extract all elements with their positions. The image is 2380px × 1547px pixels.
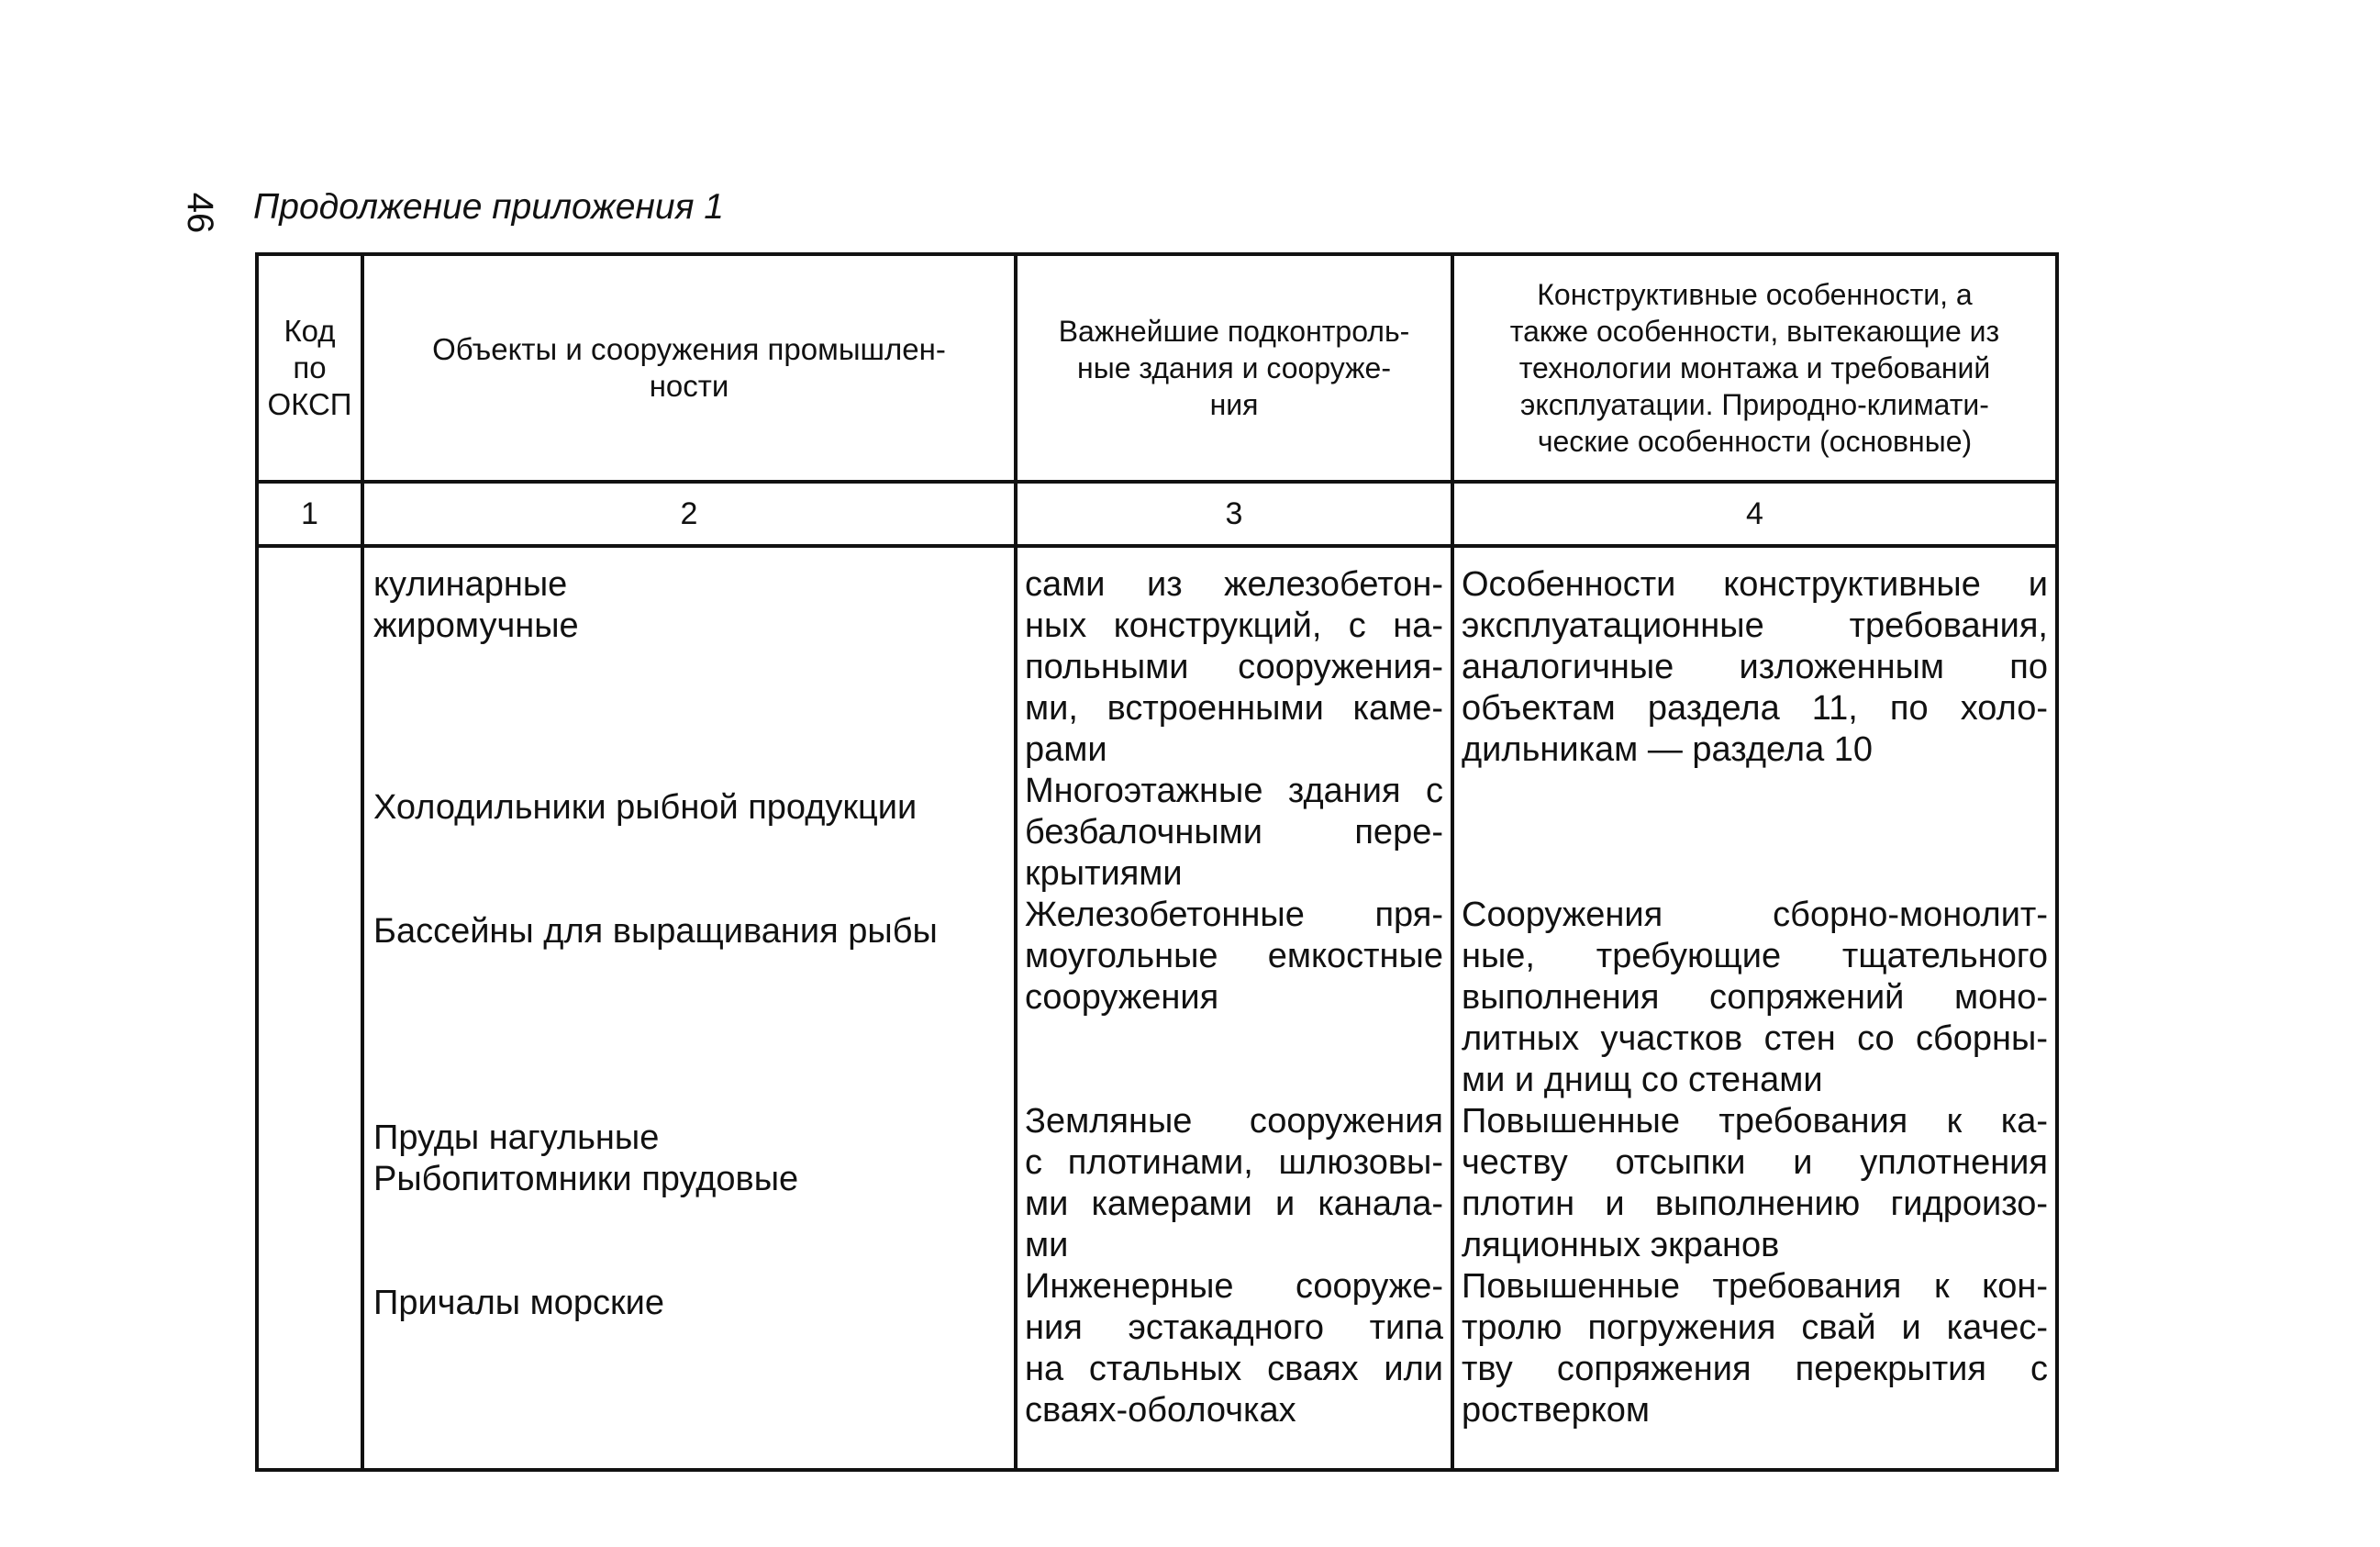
header-features-line: также особенности, вытекающие из: [1509, 315, 2000, 348]
feature-line: тву сопряжения перекрытия с: [1462, 1350, 2048, 1388]
appendix-table: [255, 252, 2059, 1472]
building-line: безбалочными пере-: [1025, 813, 1443, 851]
feature-line: Повышенные требования к ка-: [1462, 1102, 2048, 1141]
object-entry: [373, 1118, 1006, 1283]
feature-entry: [1462, 1266, 2048, 1431]
column-number: 4: [1452, 482, 2057, 546]
feature-line: Повышенные требования к кон-: [1462, 1267, 2048, 1306]
header-code: [257, 254, 362, 482]
feature-line: ми и днищ со стенами: [1462, 1061, 1823, 1099]
object-line: Причалы морские: [373, 1284, 665, 1322]
building-entry: [1025, 564, 1443, 771]
object-entry: [373, 911, 1006, 1118]
feature-line: объектам раздела 11, по холо-: [1462, 689, 2048, 728]
feature-line: тролю погружения свай и качес-: [1462, 1308, 2048, 1347]
buildings-cell: [1016, 546, 1452, 1470]
objects-cell: [362, 546, 1016, 1470]
column-number: 3: [1016, 482, 1452, 546]
object-line: Пруды нагульные: [373, 1119, 660, 1157]
building-line: ми камерами и канала-: [1025, 1185, 1443, 1223]
header-buildings-line: Важнейшие подконтроль-: [1058, 315, 1410, 348]
building-entry: [1025, 1101, 1443, 1266]
features-cell: [1452, 546, 2057, 1470]
building-entry: [1025, 771, 1443, 895]
building-entry: [1025, 1266, 1443, 1431]
building-line: крытиями: [1025, 854, 1183, 893]
building-line: сваях-оболочках: [1025, 1391, 1296, 1430]
feature-line: Сооружения сборно-монолит-: [1462, 896, 2048, 934]
column-number: 2: [362, 482, 1016, 546]
building-line: сами из железобетон-: [1025, 565, 1443, 604]
feature-line: дильникам — раздела 10: [1462, 730, 1874, 769]
feature-line: эксплуатационные требования,: [1462, 607, 2048, 645]
building-line: Инженерные сооруже-: [1025, 1267, 1443, 1306]
feature-line: ляционных экранов: [1462, 1226, 1780, 1264]
object-entry: [373, 787, 1006, 911]
header-buildings: [1016, 254, 1452, 482]
page-number: 46: [180, 192, 220, 234]
building-line: ния эстакадного типа: [1025, 1308, 1443, 1347]
object-entry: [373, 564, 1006, 787]
header-code-line: по: [293, 351, 327, 384]
header-features: [1452, 254, 2057, 482]
column-number-row: [257, 482, 2057, 546]
header-buildings-line: ния: [1209, 388, 1259, 421]
header-features-line: Конструктивные особенности, а: [1537, 278, 1973, 311]
table-header-row: [257, 254, 2057, 482]
building-line: с плотинами, шлюзовы-: [1025, 1143, 1443, 1182]
feature-entry: [1462, 1101, 2048, 1266]
feature-line: выполнения сопряжений моно-: [1462, 978, 2048, 1017]
header-objects: [362, 254, 1016, 482]
building-line: Железобетонные пря-: [1025, 896, 1443, 934]
header-objects-line: Объекты и сооружения промышлен-: [432, 332, 946, 366]
building-line: Земляные сооружения: [1025, 1102, 1443, 1141]
feature-entry: [1462, 564, 2048, 895]
header-features-line: ческие особенности (основные): [1537, 425, 1973, 458]
code-cell: [257, 546, 362, 1470]
object-line: Рыбопитомники прудовые: [373, 1160, 799, 1198]
building-line: ми, встроенными каме-: [1025, 689, 1443, 728]
column-number: 1: [257, 482, 362, 546]
feature-line: честву отсыпки и уплотнения: [1462, 1143, 2048, 1182]
building-line: Многоэтажные здания с: [1025, 772, 1443, 810]
building-entry: [1025, 895, 1443, 1101]
feature-line: Особенности конструктивные и: [1462, 565, 2048, 604]
object-line: Холодильники рыбной продукции: [373, 788, 918, 827]
building-line: польными сооружения-: [1025, 648, 1443, 686]
feature-line: литных участков стен со сборны-: [1462, 1019, 2048, 1058]
building-line: моугольные емкостные: [1025, 937, 1443, 975]
building-line: на стальных сваях или: [1025, 1350, 1443, 1388]
building-line: ных конструкций, с на-: [1025, 607, 1443, 645]
table-body-row: [257, 546, 2057, 1470]
feature-line: ростверком: [1462, 1391, 1651, 1430]
header-features-line: эксплуатации. Природно-климати-: [1520, 388, 1989, 421]
object-line: жиромучные: [373, 607, 579, 645]
header-code-line: ОКСП: [267, 387, 352, 421]
header-objects-line: ности: [649, 369, 729, 403]
object-line: кулинарные: [373, 565, 568, 604]
object-entry: [373, 1283, 1006, 1448]
header-features-line: технологии монтажа и требований: [1518, 351, 1991, 384]
object-line: Бассейны для выращивания рыбы: [373, 912, 938, 951]
header-code-line: Код: [284, 314, 336, 348]
building-line: рами: [1025, 730, 1107, 769]
feature-line: ные, требующие тщательного: [1462, 937, 2048, 975]
feature-line: плотин и выполнению гидроизо-: [1462, 1185, 2048, 1223]
continuation-title: Продолжение приложения 1: [253, 187, 724, 227]
building-line: сооружения: [1025, 978, 1219, 1017]
feature-line: аналогичные изложенным по: [1462, 648, 2048, 686]
feature-entry: [1462, 895, 2048, 1101]
building-line: ми: [1025, 1226, 1069, 1264]
header-buildings-line: ные здания и сооруже-: [1077, 351, 1391, 384]
